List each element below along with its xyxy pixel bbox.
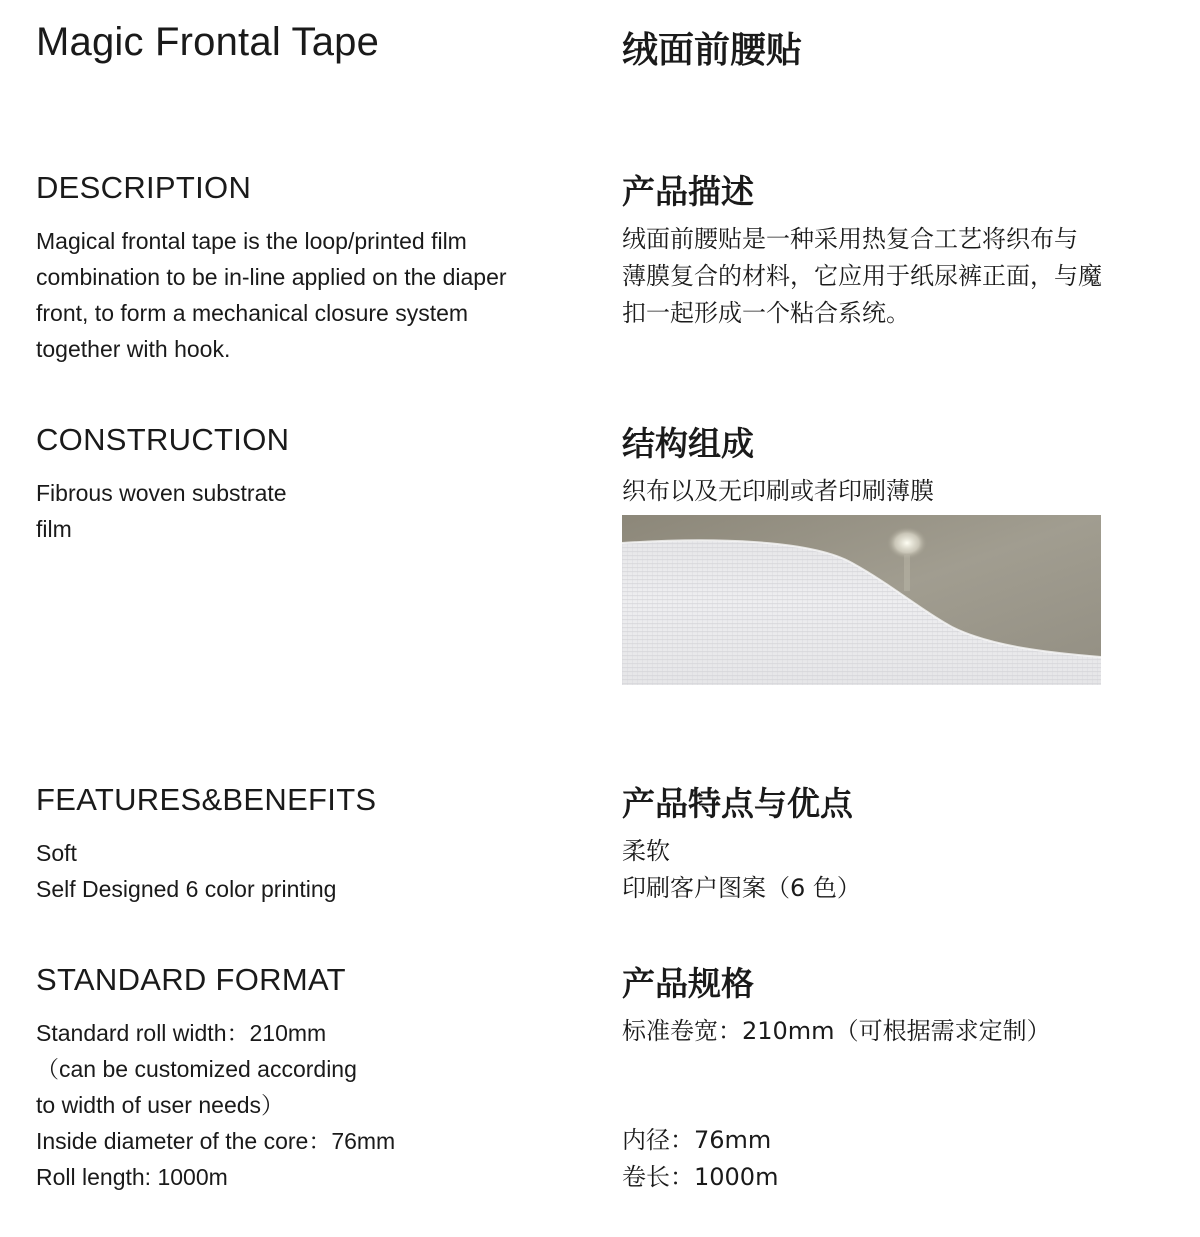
description-text-en <box>36 223 507 367</box>
features-line-en: Self Designed 6 color printing <box>36 876 337 902</box>
format-heading-cn: 产品规格 <box>622 964 754 1003</box>
construction-text-en <box>36 475 287 547</box>
format-text-en <box>36 1015 395 1195</box>
fabric-photo <box>622 515 1101 685</box>
format-line-cn: 卷长：1000m <box>622 1163 779 1191</box>
features-line-en: Soft <box>36 840 77 866</box>
features-line-cn: 柔软 <box>622 837 670 865</box>
format-line-en: Roll length: 1000m <box>36 1164 228 1190</box>
format-line-en: Inside diameter of the core：76mm <box>36 1128 396 1154</box>
format-width-cn <box>622 1013 1051 1050</box>
construction-heading-cn: 结构组成 <box>622 424 754 463</box>
features-text-cn <box>622 833 861 907</box>
construction-text-cn <box>622 473 934 510</box>
format-text-cn <box>622 1122 778 1196</box>
format-line-en: to width of user needs） <box>36 1092 285 1118</box>
features-text-en <box>36 835 336 907</box>
construction-line-cn: 织布以及无印刷或者印刷薄膜 <box>622 477 934 505</box>
features-heading-cn: 产品特点与优点 <box>622 784 853 823</box>
format-width-line-cn: 标准卷宽：210mm（可根据需求定制） <box>622 1017 1051 1045</box>
description-line-cn: 扣一起形成一个粘合系统。 <box>622 299 910 327</box>
features-heading-en: FEATURES&BENEFITS <box>36 782 377 817</box>
description-line-cn: 绒面前腰贴是一种采用热复合工艺将织布与 <box>622 225 1078 253</box>
description-line-en: front, to form a mechanical closure system <box>36 300 469 326</box>
description-line-en: together with hook. <box>36 336 231 362</box>
construction-line-en: Fibrous woven substrate <box>36 480 287 506</box>
format-line-en: （can be customized according <box>36 1056 357 1082</box>
page-title-cn: 绒面前腰贴 <box>622 30 803 71</box>
description-line-en: Magical frontal tape is the loop/printed film <box>36 228 467 254</box>
format-heading-en: STANDARD FORMAT <box>36 962 346 997</box>
description-line-cn: 薄膜复合的材料，它应用于纸尿裤正面，与魔 <box>622 262 1102 290</box>
description-line-en: combination to be in-line applied on the diaper <box>36 264 507 290</box>
construction-line-en: film <box>36 516 72 542</box>
page-title-en: Magic Frontal Tape <box>36 20 380 64</box>
format-line-cn: 内径：76mm <box>622 1126 772 1154</box>
construction-heading-en: CONSTRUCTION <box>36 422 290 457</box>
description-heading-en: DESCRIPTION <box>36 170 252 205</box>
format-line-en: Standard roll width：210mm <box>36 1020 327 1046</box>
features-line-cn: 印刷客户图案（6 色） <box>622 874 861 902</box>
description-heading-cn: 产品描述 <box>622 172 754 211</box>
description-text-cn <box>622 221 1102 332</box>
